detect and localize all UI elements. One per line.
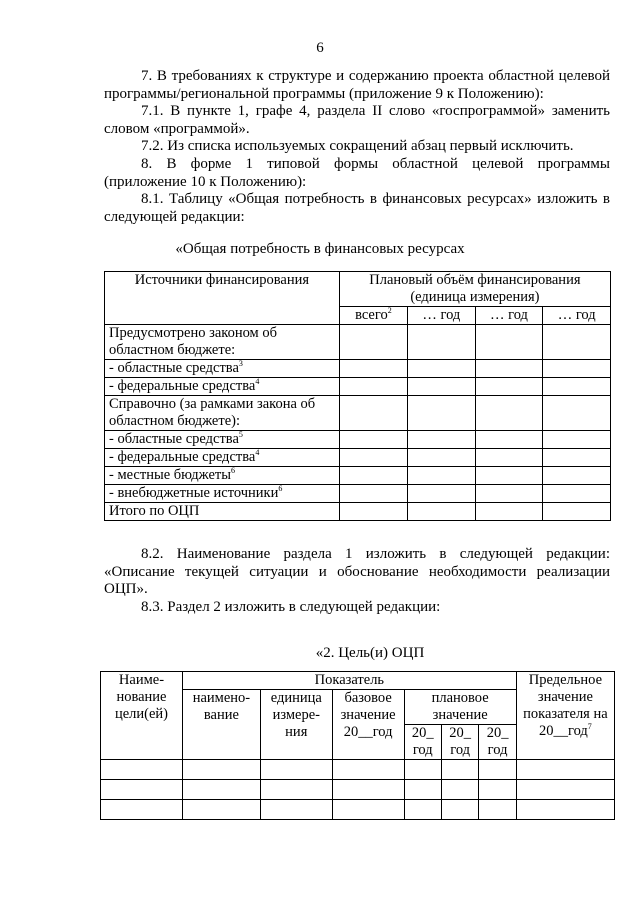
table-row (105, 503, 611, 521)
col-year-1: … год (408, 307, 476, 325)
row-label: Предусмотрено законом об областном бюджете: (105, 325, 340, 360)
header-name: наимено-вание (182, 690, 260, 760)
table-row (105, 467, 611, 485)
paragraph-8-1: 8.1. Таблицу «Общая потребность в финансовых ресурсах» изложить в следующей редакции: (104, 191, 610, 225)
table-row (105, 360, 611, 378)
col-year-2: … год (475, 307, 543, 325)
header-year-1: 20_ год (404, 725, 441, 760)
header-goal: Наиме-нование цели(ей) (101, 672, 183, 760)
row-label: - федеральные средства$^4$ (105, 378, 340, 396)
header-year-3: 20_ год (479, 725, 516, 760)
goals-table (100, 671, 615, 820)
financing-table (104, 271, 611, 521)
col-year-3: … год (543, 307, 611, 325)
header-indicator: Показатель (182, 672, 516, 690)
row-label: - областные средства$^5$ (105, 431, 340, 449)
header-limit: Предельное значение показателя на 20__год$^7$ (516, 672, 614, 760)
header-plan: Плановый объём финансирования (единица измерения) (339, 272, 610, 307)
row-label: Итого по ОЦП (105, 503, 340, 521)
header-base: базовое значение 20__год (332, 690, 404, 760)
table1-title: «Общая потребность в финансовых ресурсах (175, 241, 465, 257)
paragraph-8: 8. В форме 1 типовой формы областной целевой программы (приложение 10 к Положению): (104, 156, 610, 190)
paragraph-8-2: 8.2. Наименование раздела 1 изложить в следующей редакции: «Описание текущей ситуации и обоснование необходимости реализации ОЦП». (104, 546, 610, 597)
table-row (105, 431, 611, 449)
paragraph-7-1: 7.1. В пункте 1, графе 4, раздела II слово «госпрограммой» заменить словом «программой». (104, 103, 610, 137)
table-row (105, 325, 611, 360)
paragraph-7: 7. В требованиях к структуре и содержанию проекта областной целевой программы/региональной программы (приложение 9 к Положению): (104, 68, 610, 102)
table-row (105, 396, 611, 431)
table-row (101, 760, 615, 780)
page-number: 6 (316, 40, 324, 56)
table-row (105, 485, 611, 503)
paragraph-7-2: 7.2. Из списка используемых сокращений абзац первый исключить. (141, 138, 574, 154)
row-label: - местные бюджеты$^6$ (105, 467, 340, 485)
table-row (101, 800, 615, 820)
table-row (105, 449, 611, 467)
header-plan: плановое значение (404, 690, 516, 725)
row-label: - областные средства$^3$ (105, 360, 340, 378)
table-row (101, 780, 615, 800)
row-label: Справочно (за рамками закона об областном бюджете): (105, 396, 340, 431)
table-row (105, 378, 611, 396)
header-unit: единица измере-ния (260, 690, 332, 760)
paragraph-8-3: 8.3. Раздел 2 изложить в следующей редакции: (141, 599, 441, 615)
col-total: всего$^2$ (339, 307, 407, 325)
row-label: - федеральные средства$^4$ (105, 449, 340, 467)
header-year-2: 20_ год (441, 725, 478, 760)
table2-title: «2. Цель(и) ОЦП (315, 645, 425, 661)
header-source: Источники финансирования (105, 272, 340, 325)
row-label: - внебюджетные источники$^6$ (105, 485, 340, 503)
